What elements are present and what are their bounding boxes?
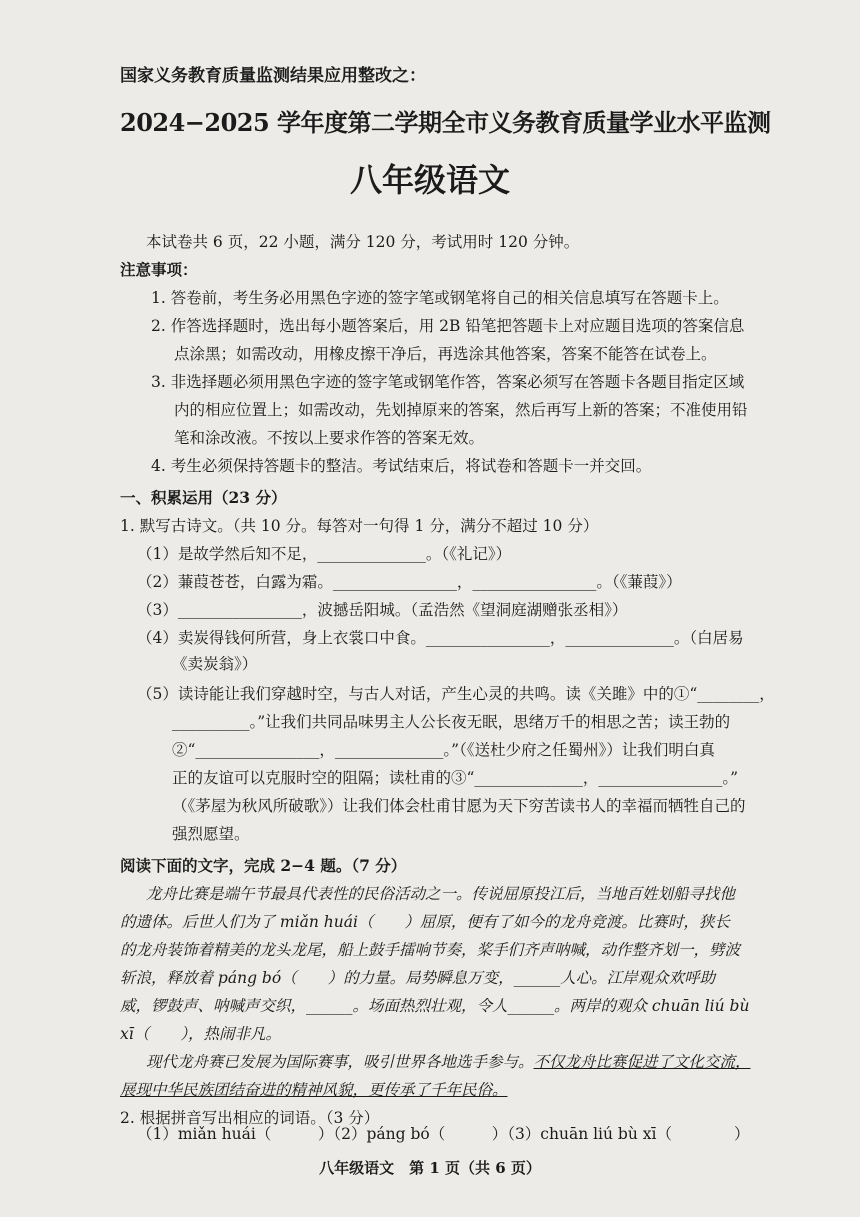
q1-item-5-cont2: ②“________________，______________。”（《送杜少府之任蜀州》）让我们明白真 <box>172 741 715 759</box>
passage-para2-underlined: 不仅龙舟比赛促进了文化交流， <box>533 1053 751 1071</box>
q1-item-5-cont4: （《茅屋为秋风所破歌》）让我们体会杜甫甘愿为天下穷苦读书人的幸福而牺牲自己的 <box>172 797 746 815</box>
q1-title: 1. 默写古诗文。（共 10 分。每答对一句得 1 分，满分不超过 10 分） <box>120 517 599 535</box>
passage-line-6: xī（ ），热闹非凡。 <box>120 1025 281 1043</box>
passage-line-5: 威，锣鼓声、呐喊声交织，______。场面热烈壮观，令人______。两岸的观众 chuān liú bù <box>120 997 750 1015</box>
q1-item-4: （4）卖炭得钱何所营，身上衣裳口中食。________________，______________。（白居易 <box>137 629 744 647</box>
passage-line-2: 的遗体。后世人们为了 miǎn huái（ ）屈原，便有了如今的龙舟竞渡。比赛时，狭长 <box>120 913 730 931</box>
notice-item-4: 4. 考生必须保持答题卡的整洁。考试结束后，将试卷和答题卡一并交回。 <box>151 457 652 475</box>
header-line1: 国家义务教育质量监测结果应用整改之： <box>120 66 426 86</box>
q2-title: 2. 根据拼音写出相应的词语。（3 分） <box>120 1109 380 1127</box>
q1-item-4-cont: 《卖炭翁》） <box>172 655 258 673</box>
q2-options: （1）miǎn huái（ ）（2）páng bó（ ）（3）chuān liú bù xī（ ） <box>137 1125 750 1143</box>
passage-line-3: 的龙舟装饰着精美的龙头龙尾，船上鼓手擂响节奏，桨手们齐声呐喊，动作整齐划一，劈波 <box>120 941 741 959</box>
exam-title: 八年级语文 <box>349 161 510 199</box>
passage-para2-plain: 现代龙舟赛已发展为国际赛事，吸引世界各地选手参与。 <box>146 1053 534 1071</box>
notice-item-3: 3. 非选择题必须用黑色字迹的签字笔或钢笔作答，答案必须写在答题卡各题目指定区域 <box>151 373 745 391</box>
passage-line-1: 龙舟比赛是端午节最具代表性的民俗活动之一。传说屈原投江后，当地百姓划船寻找他 <box>146 885 736 903</box>
notice-item-3-cont2: 笔和涂改液。不按以上要求作答的答案无效。 <box>174 429 485 447</box>
header-line2: 2024−2025 学年度第二学期全市义务教育质量学业水平监测 <box>120 108 771 137</box>
passage-para2-line1 <box>146 1052 751 1072</box>
notice-label: 注意事项： <box>120 260 198 279</box>
reading-title: 阅读下面的文字，完成 2−4 题。（7 分） <box>120 856 407 875</box>
notice-item-2: 2. 作答选择题时，选出每小题答案后，用 2B 铅笔把答题卡上对应题目选项的答案信息 <box>151 317 745 335</box>
q1-item-5-cont1: __________。”让我们共同品味男主人公长夜无眠，思绪万千的相思之苦；读王勃的 <box>172 713 731 731</box>
q1-item-5: （5）读诗能让我们穿越时空，与古人对话，产生心灵的共鸣。读《关雎》中的①“________， <box>137 685 775 703</box>
q1-item-5-cont5: 强烈愿望。 <box>172 825 250 843</box>
intro-text: 本试卷共 6 页，22 小题，满分 120 分，考试用时 120 分钟。 <box>146 233 580 251</box>
section1-title: 一、积累运用（23 分） <box>120 488 287 507</box>
notice-item-2-cont: 点涂黑；如需改动，用橡皮擦干净后，再选涂其他答案，答案不能答在试卷上。 <box>174 345 717 363</box>
passage-para2-line2: 展现中华民族团结奋进的精神风貌，更传承了千年民俗。 <box>120 1081 508 1099</box>
passage-line-4: 斩浪，释放着 páng bó（ ）的力量。局势瞬息万变，______人心。江岸观众欢呼助 <box>120 969 716 987</box>
notice-item-1: 1. 答卷前，考生务必用黑色字迹的签字笔或钢笔将自己的相关信息填写在答题卡上。 <box>151 289 729 307</box>
page-footer: 八年级语文 第 1 页（共 6 页） <box>319 1159 541 1177</box>
q1-item-5-cont3: 正的友谊可以克服时空的阻隔；读杜甫的③“______________，________________。” <box>172 769 739 787</box>
q1-item-1: （1）是故学然后知不足，______________。（《礼记》） <box>137 545 512 563</box>
notice-item-3-cont1: 内的相应位置上；如需改动，先划掉原来的答案，然后再写上新的答案；不准使用铅 <box>174 401 748 419</box>
q1-item-2: （2）蒹葭苍苍，白露为霜。________________，________________。（《蒹葭》） <box>137 573 682 591</box>
q1-item-3: （3）________________，波撼岳阳城。（孟浩然《望洞庭湖赠张丞相》） <box>137 601 628 619</box>
